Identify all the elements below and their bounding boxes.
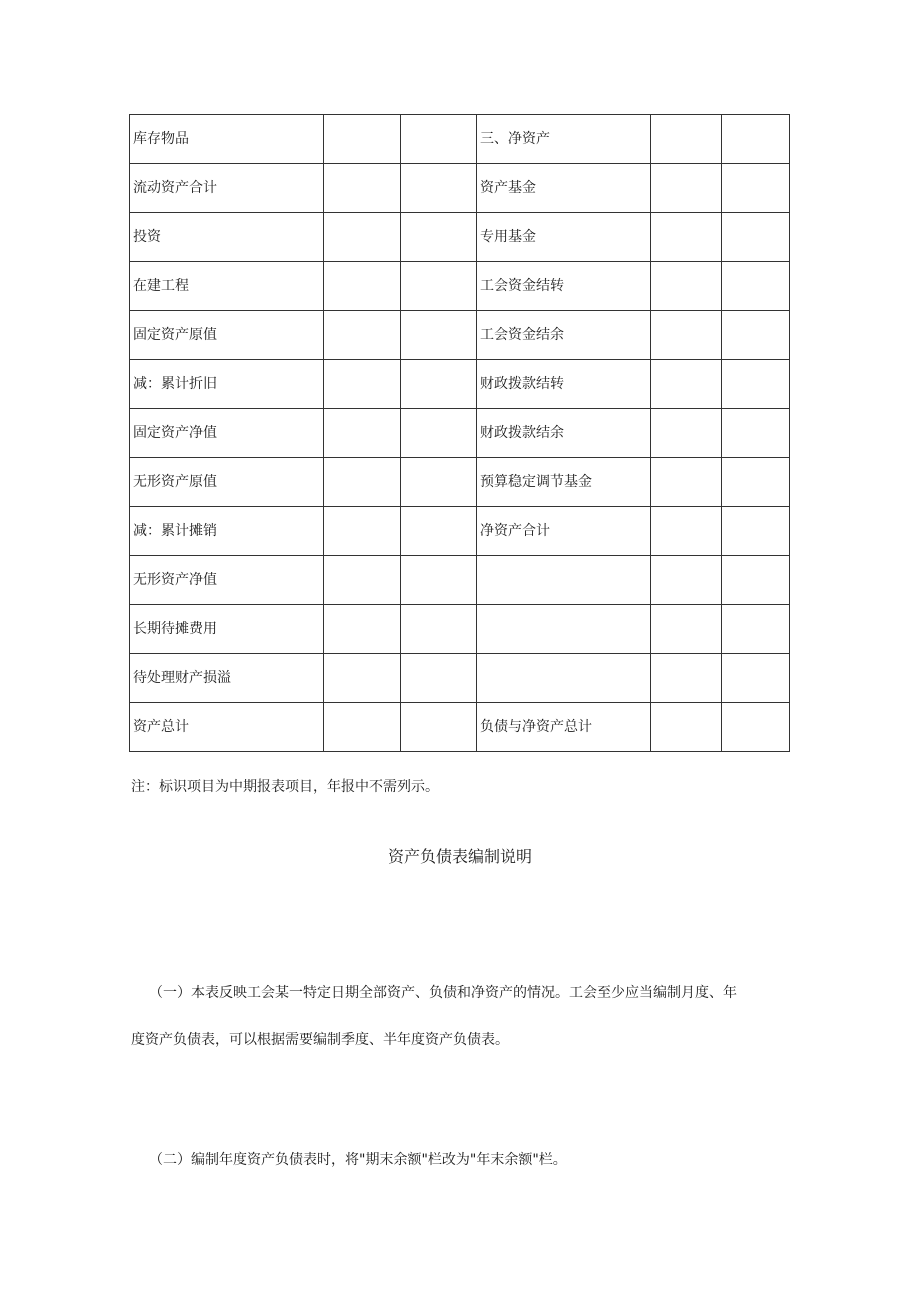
- liability-value-cell: [722, 409, 790, 458]
- liability-value-cell: [651, 262, 722, 311]
- table-row: [130, 360, 790, 409]
- asset-item-label: 流动资产合计: [130, 164, 324, 213]
- asset-value-cell: [324, 213, 401, 262]
- asset-value-cell: [324, 458, 401, 507]
- liability-value-cell: [722, 556, 790, 605]
- asset-value-cell: [324, 556, 401, 605]
- asset-item-label: 库存物品: [130, 115, 324, 164]
- liability-value-cell: [722, 360, 790, 409]
- table-row: [130, 164, 790, 213]
- table-row: [130, 213, 790, 262]
- liability-value-cell: [722, 703, 790, 752]
- liability-item-label: 工会资金结转: [477, 262, 651, 311]
- asset-value-cell: [401, 115, 477, 164]
- liability-item-label: [477, 556, 651, 605]
- liability-value-cell: [722, 654, 790, 703]
- paragraph-one-line-one: （一）本表反映工会某一特定日期全部资产、负债和净资产的情况。工会至少应当编制月度、年: [149, 985, 737, 1001]
- liability-item-label: 工会资金结余: [477, 311, 651, 360]
- asset-value-cell: [324, 262, 401, 311]
- asset-item-label: 固定资产净值: [130, 409, 324, 458]
- liability-value-cell: [722, 605, 790, 654]
- liability-value-cell: [651, 311, 722, 360]
- asset-item-label: 长期待摊费用: [130, 605, 324, 654]
- asset-value-cell: [401, 409, 477, 458]
- asset-value-cell: [401, 164, 477, 213]
- liability-item-label: [477, 654, 651, 703]
- asset-item-label: 待处理财产损溢: [130, 654, 324, 703]
- table-footnote: 注：标识项目为中期报表项目，年报中不需列示。: [131, 779, 439, 795]
- liability-value-cell: [651, 164, 722, 213]
- asset-item-label: 无形资产净值: [130, 556, 324, 605]
- liability-value-cell: [651, 360, 722, 409]
- asset-value-cell: [324, 654, 401, 703]
- asset-value-cell: [401, 360, 477, 409]
- asset-value-cell: [401, 556, 477, 605]
- liability-item-label: 资产基金: [477, 164, 651, 213]
- asset-item-label: 减：累计折旧: [130, 360, 324, 409]
- asset-value-cell: [401, 507, 477, 556]
- liability-item-label: 专用基金: [477, 213, 651, 262]
- table-row: [130, 507, 790, 556]
- liability-item-label: 预算稳定调节基金: [477, 458, 651, 507]
- asset-item-label: 无形资产原值: [130, 458, 324, 507]
- table-row: [130, 605, 790, 654]
- asset-value-cell: [324, 115, 401, 164]
- liability-item-label: 净资产合计: [477, 507, 651, 556]
- liability-value-cell: [651, 703, 722, 752]
- liability-value-cell: [651, 213, 722, 262]
- asset-value-cell: [324, 507, 401, 556]
- liability-value-cell: [651, 556, 722, 605]
- liability-value-cell: [722, 213, 790, 262]
- table-row: [130, 115, 790, 164]
- asset-item-label: 资产总计: [130, 703, 324, 752]
- balance-sheet-table: [129, 114, 790, 752]
- asset-value-cell: [401, 458, 477, 507]
- liability-item-label: [477, 605, 651, 654]
- section-title: 资产负债表编制说明: [387, 847, 532, 866]
- asset-value-cell: [401, 311, 477, 360]
- liability-value-cell: [651, 458, 722, 507]
- liability-value-cell: [651, 507, 722, 556]
- table-row: [130, 556, 790, 605]
- asset-value-cell: [324, 311, 401, 360]
- liability-item-label: 财政拨款结转: [477, 360, 651, 409]
- liability-value-cell: [722, 164, 790, 213]
- table-row: [130, 311, 790, 360]
- asset-value-cell: [324, 360, 401, 409]
- asset-value-cell: [401, 213, 477, 262]
- paragraph-one-line-two: 度资产负债表，可以根据需要编制季度、半年度资产负债表。: [131, 1032, 509, 1048]
- liability-value-cell: [722, 115, 790, 164]
- asset-item-label: 减：累计摊销: [130, 507, 324, 556]
- liability-value-cell: [651, 409, 722, 458]
- asset-value-cell: [324, 164, 401, 213]
- liability-item-label: 财政拨款结余: [477, 409, 651, 458]
- liability-value-cell: [722, 311, 790, 360]
- table-row: [130, 703, 790, 752]
- asset-value-cell: [324, 703, 401, 752]
- asset-value-cell: [401, 262, 477, 311]
- liability-value-cell: [722, 262, 790, 311]
- table-row: [130, 654, 790, 703]
- asset-value-cell: [401, 654, 477, 703]
- asset-value-cell: [324, 409, 401, 458]
- table-row: [130, 262, 790, 311]
- liability-value-cell: [722, 507, 790, 556]
- asset-value-cell: [401, 703, 477, 752]
- asset-value-cell: [401, 605, 477, 654]
- liability-value-cell: [651, 115, 722, 164]
- asset-item-label: 在建工程: [130, 262, 324, 311]
- table-row: [130, 409, 790, 458]
- liability-value-cell: [651, 654, 722, 703]
- paragraph-two: （二）编制年度资产负债表时，将"期末余额"栏改为"年末余额"栏。: [149, 1152, 567, 1168]
- asset-item-label: 固定资产原值: [130, 311, 324, 360]
- asset-value-cell: [324, 605, 401, 654]
- liability-item-label: 三、净资产: [477, 115, 651, 164]
- liability-value-cell: [651, 605, 722, 654]
- asset-item-label: 投资: [130, 213, 324, 262]
- table-row: [130, 458, 790, 507]
- liability-value-cell: [722, 458, 790, 507]
- liability-item-label: 负债与净资产总计: [477, 703, 651, 752]
